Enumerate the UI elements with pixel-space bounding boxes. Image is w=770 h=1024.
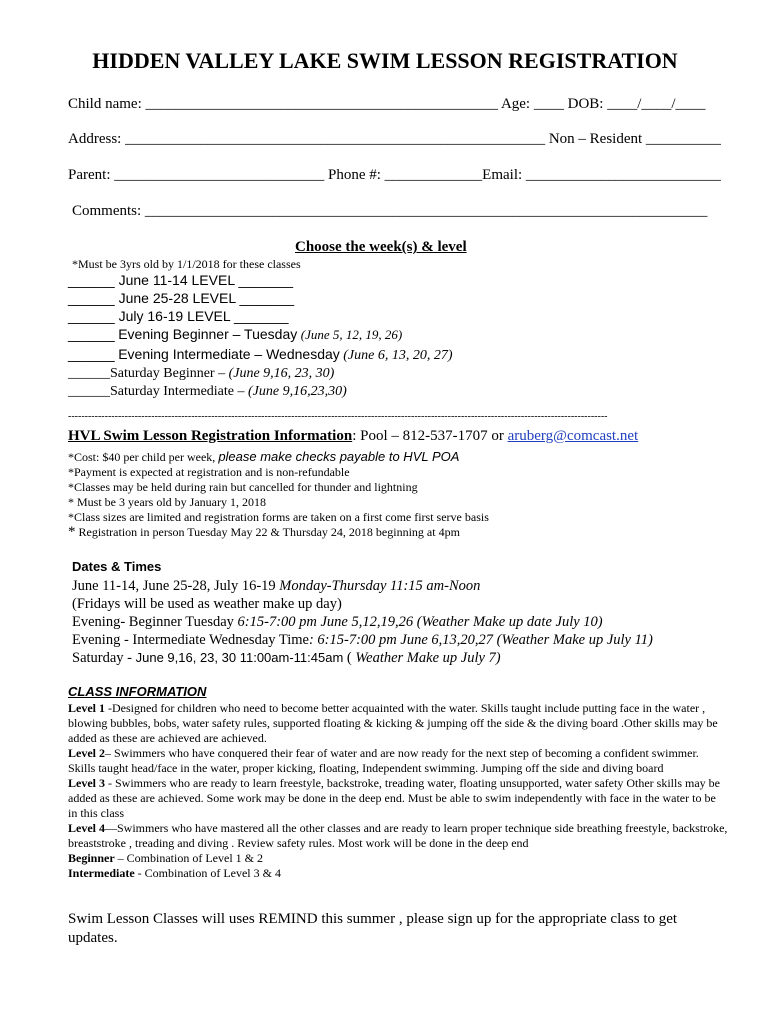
address-field[interactable]: ________________________________________________________: [125, 131, 546, 147]
nonresident-label: Non – Resident: [548, 131, 643, 147]
option-blank[interactable]: ______: [68, 366, 110, 381]
class-info-heading: CLASS INFORMATION: [68, 684, 207, 699]
option-text: June 11-14 LEVEL _______: [118, 272, 293, 288]
info-line: *Class sizes are limited and registration forms are taken on a first come first serve basis: [68, 510, 489, 524]
class-item: Beginner – Combination of Level 1 & 2: [68, 851, 263, 865]
dates-line: Evening - Intermediate Wednesday Time: 6:15-7:00 pm June 6,13,20,27 (Weather Make up July 11): [72, 632, 653, 648]
comments-row: [72, 203, 707, 220]
weeks-heading: Choose the week(s) & level: [295, 239, 467, 255]
class-item: Level 1 -Designed for children who need to become better acquainted with the water. Skills taught include putting face in the water , blowing bubbles, bobs, water safety rules, supported floating & kicking & jumping off the side & the diving board .Other skills may be added as these are achieved are achieved.: [68, 701, 718, 745]
email-field[interactable]: __________________________: [525, 167, 721, 183]
cost-text: *Cost: $40 per child per week,: [68, 450, 219, 464]
week-option[interactable]: [68, 289, 453, 307]
info-heading-row: [68, 428, 638, 445]
option-text: Saturday Beginner –: [110, 366, 229, 381]
option-detail: (June 5, 12, 19, 26): [300, 327, 403, 342]
option-blank[interactable]: ______: [68, 290, 115, 306]
email-label: Email:: [482, 167, 523, 183]
parent-label: Parent:: [68, 167, 111, 183]
dob-field[interactable]: ____/____/____: [607, 96, 706, 112]
option-text: Evening Intermediate – Wednesday: [118, 346, 340, 362]
parent-row: [68, 167, 721, 184]
option-blank[interactable]: ______: [68, 346, 115, 362]
info-lines: [68, 465, 489, 525]
dates-line: Evening- Beginner Tuesday 6:15-7:00 pm June 5,12,19,26 (Weather Make up date July 10): [72, 614, 603, 630]
registration-star: *: [68, 524, 76, 540]
week-option[interactable]: [68, 345, 453, 365]
child-name-row: [68, 96, 706, 113]
option-text: June 25-28 LEVEL _______: [118, 290, 295, 306]
nonresident-field[interactable]: __________: [645, 131, 721, 147]
dates-heading: Dates & Times: [72, 559, 162, 574]
page-title: HIDDEN VALLEY LAKE SWIM LESSON REGISTRATION: [92, 48, 678, 73]
class-info-list: [68, 701, 728, 881]
option-detail: (June 9,16, 23, 30): [228, 366, 335, 381]
class-item: Intermediate - Combination of Level 3 & 4: [68, 866, 281, 880]
contact-email-link[interactable]: aruberg@comcast.net: [507, 428, 639, 444]
option-text: Evening Beginner – Tuesday: [118, 326, 298, 342]
info-line: *Payment is expected at registration and is non-refundable: [68, 465, 350, 479]
child-name-label: Child name:: [68, 96, 142, 112]
dates-line: (Fridays will be used as weather make up day): [72, 596, 342, 612]
option-detail: (June 6, 13, 20, 27): [343, 348, 453, 363]
phone-field[interactable]: _____________: [384, 167, 483, 183]
week-options: [68, 271, 453, 401]
address-label: Address:: [68, 131, 122, 147]
week-option[interactable]: [68, 325, 453, 345]
option-blank[interactable]: ______: [68, 326, 115, 342]
address-row: [68, 131, 721, 148]
cost-note: please make checks payable to HVL POA: [218, 449, 460, 464]
class-item: Level 3 - Swimmers who are ready to learn freestyle, backstroke, treading water, floating unsupported, water safety Other skills may be added as these are achieved. Some work may be done in the deep end. Must be able to swim independently with face in the water to be in this class: [68, 776, 720, 820]
phone-label: Phone #:: [328, 167, 381, 183]
option-detail: (June 9,16,23,30): [248, 384, 347, 399]
info-heading: HVL Swim Lesson Registration Information: [68, 428, 353, 444]
child-name-field[interactable]: _______________________________________________: [145, 96, 498, 112]
remind-note: Swim Lesson Classes will uses REMIND this summer , please sign up for the appropriate class to get updates.: [68, 911, 678, 946]
cost-row: [68, 448, 459, 466]
option-text: July 16-19 LEVEL _______: [118, 308, 289, 324]
weeks-note: *Must be 3yrs old by 1/1/2018 for these classes: [72, 257, 301, 271]
dates-line: Saturday - June 9,16, 23, 30 11:00am-11:45am ( Weather Make up July 7): [72, 650, 501, 666]
info-line: *Classes may be held during rain but cancelled for thunder and lightning: [68, 480, 418, 494]
week-option[interactable]: [68, 383, 453, 401]
age-field[interactable]: ____: [533, 96, 564, 112]
registration-text: Registration in person Tuesday May 22 & Thursday 24, 2018 beginning at 4pm: [75, 525, 460, 539]
comments-field[interactable]: ___________________________________________________________________________: [144, 203, 708, 219]
age-label: Age:: [500, 96, 531, 112]
class-item: Level 4—Swimmers who have mastered all the other classes and are ready to learn proper technique side breathing freestyle, backstroke, breaststroke , treading and diving . Review safety rules. Most work will be done in the deep end: [68, 821, 728, 850]
option-blank[interactable]: ______: [68, 308, 115, 324]
dob-label: DOB:: [567, 96, 604, 112]
week-option[interactable]: [68, 365, 453, 383]
class-item: Level 2– Swimmers who have conquered their fear of water and are now ready for the next step of becoming a confident swimmer. Skills taught head/face in the water, proper kicking, floating, Independent swimming. Jumping off the side and diving board: [68, 746, 699, 775]
option-blank[interactable]: ______: [68, 384, 110, 399]
comments-label: Comments:: [72, 203, 142, 219]
week-option[interactable]: [68, 307, 453, 325]
parent-field[interactable]: ____________________________: [114, 167, 325, 183]
divider: ------------------------------------------------------------------------------------------------------------------------------------------------------------------: [68, 411, 608, 422]
option-text: Saturday Intermediate –: [110, 384, 249, 399]
info-contact: : Pool – 812-537-1707 or: [352, 428, 508, 444]
option-blank[interactable]: ______: [68, 272, 115, 288]
week-option[interactable]: [68, 271, 453, 289]
info-line: * Must be 3 years old by January 1, 2018: [68, 495, 266, 509]
registration-row: [68, 524, 460, 541]
dates-lines: [72, 577, 653, 667]
dates-line: June 11-14, June 25-28, July 16-19 Monday-Thursday 11:15 am-Noon: [72, 578, 481, 594]
